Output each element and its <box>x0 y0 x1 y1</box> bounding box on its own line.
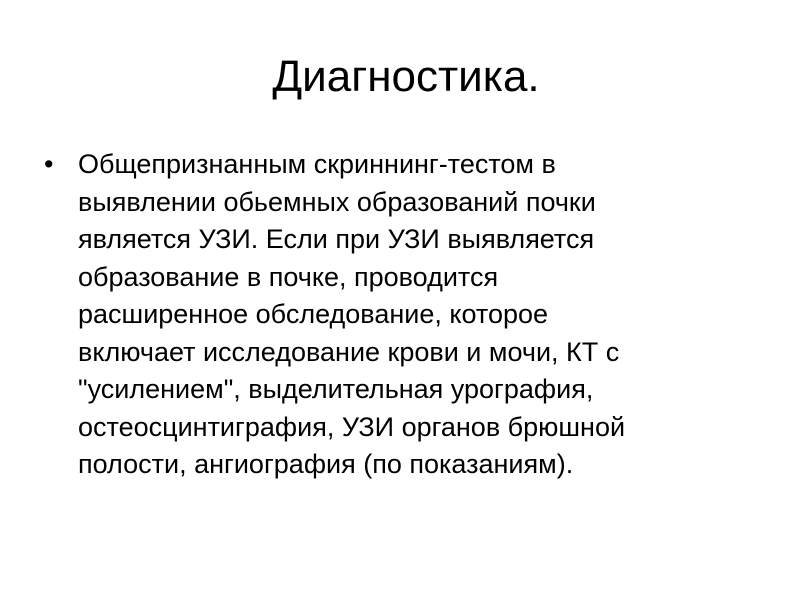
list-item <box>44 146 744 484</box>
bullet-icon: • <box>44 149 54 179</box>
slide-title: Диагностика. <box>272 52 540 101</box>
bullet-list <box>44 146 744 484</box>
bullet-text: Общепризнанным скриннинг-тестом в выявлении обьемных образований почки является УЗИ. Если при УЗИ выявляется образование в почке, проводится расширенное обследование, которое включает исследование крови и мочи, КТ с "усилением", выделительная урография, остеосцинтиграфия, УЗИ органов брюшной полости, ангиография (по показаниям). <box>78 149 626 479</box>
